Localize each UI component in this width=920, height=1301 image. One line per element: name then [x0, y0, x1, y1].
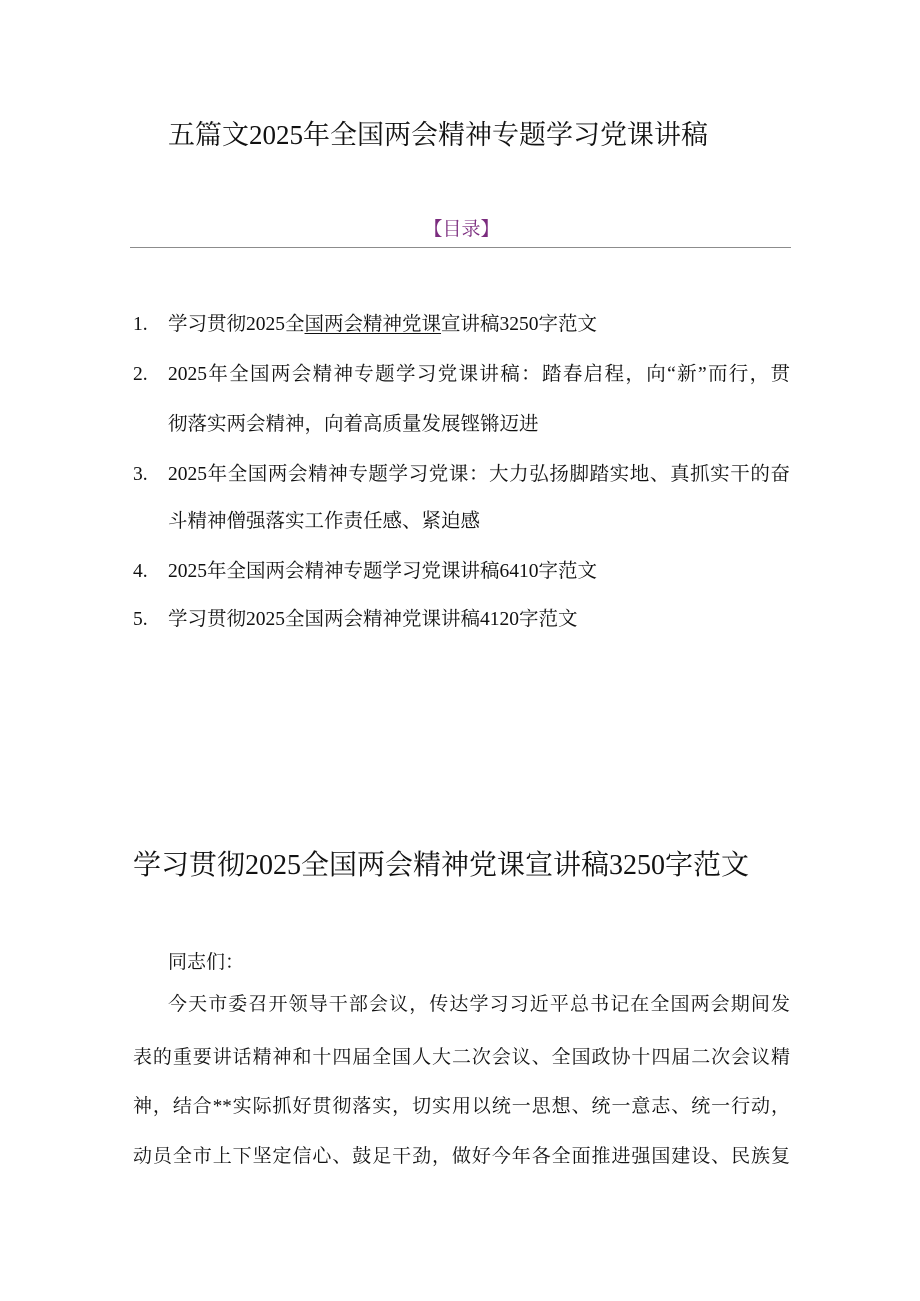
paragraph-line: 神，结合**实际抓好贯彻落实，切实用以统一思想、统一意志、统一行动， [133, 1096, 790, 1117]
body-paragraph [133, 991, 790, 1173]
toc-entry-text-line: 斗精神僧强落实工作责任感、紧迫感 [168, 511, 481, 532]
toc-number: 1. [133, 314, 148, 335]
toc-entry-4[interactable] [133, 558, 790, 586]
toc-number: 5. [133, 609, 148, 630]
toc-entry-text [168, 311, 790, 339]
paragraph-line: 表的重要讲话精神和十四届全国人大二次会议、全国政协十四届二次会议精 [133, 1047, 790, 1068]
toc-entry-1[interactable] [133, 311, 790, 339]
toc-entry-text-prefix: 学习贯彻2025全 [168, 314, 305, 335]
toc-entry-text: 2025年全国两会精神专题学习党课讲稿6410字范文 [168, 561, 598, 582]
toc-entry-text-suffix: 宣讲稿3250字范文 [441, 314, 598, 335]
toc-entry-5[interactable] [133, 606, 790, 634]
paragraph-line: 今天市委召开领导干部会议，传达学习习近平总书记在全国两会期间发 [168, 994, 790, 1015]
toc-number: 4. [133, 561, 148, 582]
toc-divider [130, 247, 791, 248]
toc-entry-text-line: 彻落实两会精神，向着高质量发展铿锵迈进 [168, 414, 539, 435]
toc-entry-text: 学习贯彻2025全国两会精神党课讲稿4120字范文 [168, 609, 578, 630]
toc-entry-3[interactable] [133, 461, 790, 536]
toc-number: 2. [133, 364, 148, 385]
toc-heading: 【目录】 [423, 219, 500, 240]
toc-hyperlink[interactable]: 国两会精神党课 [304, 314, 442, 335]
document-title: 五篇文2025年全国两会精神专题学习党课讲稿 [168, 120, 708, 150]
toc-entry-text-line: 2025年全国两会精神专题学习党课：大力弘扬脚踏实地、真抓实干的奋 [168, 464, 790, 485]
toc-number: 3. [133, 464, 148, 485]
toc-entry-text-line: 2025年全国两会精神专题学习党课讲稿：踏春启程，向“新”而行，贯 [168, 364, 790, 385]
salutation: 同志们： [168, 952, 245, 973]
toc-entry-2[interactable] [133, 361, 790, 439]
paragraph-line: 动员全市上下坚定信心、鼓足干劲，做好今年各全面推进强国建设、民族复 [133, 1146, 790, 1167]
section-heading: 学习贯彻2025全国两会精神党课宣讲稿3250字范文 [133, 850, 750, 881]
